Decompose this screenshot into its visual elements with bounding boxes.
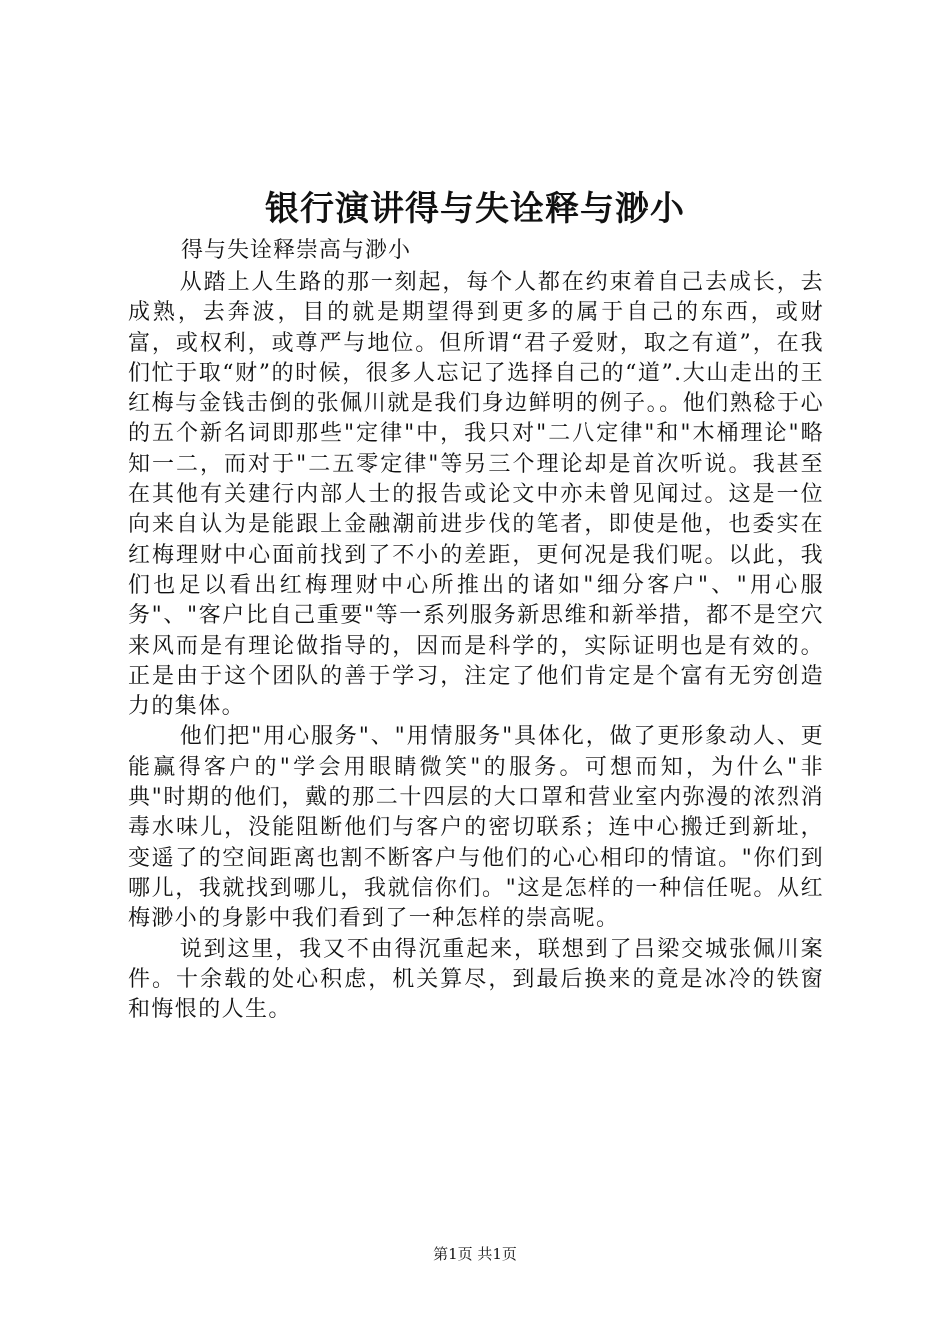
page-number: 第1页 共1页 <box>433 1245 517 1263</box>
body-paragraph-1: 从踏上人生路的那一刻起，每个人都在约束着自己去成长，去成熟，去奔波，目的就是期望得到更多的属于自己的东西，或财富，或权利，或尊严与地位。但所谓“君子爱财，取之有道”，在我们忙于取“财”的时候，很多人忘记了选择自己的“道”.大山走出的王红梅与金钱击倒的张佩川就是我们身边鲜明的例子。。他们熟稔于心的五个新名词即那些"定律"中，我只对"二八定律"和"木桶理论"略知一二，而对于"二五零定律"等另三个理论却是首次听说。我甚至在其他有关建行内部人士的报告或论文中亦未曾见闻过。这是一位向来自认为是能跟上金融潮前进步伐的笔者，即使是他，也委实在红梅理财中心面前找到了不小的差距，更何况是我们呢。以此，我们也足以看出红梅理财中心所推出的诸如"细分客户"、"用心服务"、"客户比自己重要"等一系列服务新思维和新举措，都不是空穴来风而是有理论做指导的，因而是科学的，实际证明也是有效的。正是由于这个团队的善于学习，注定了他们肯定是个富有无穷创造力的集体。 <box>128 270 824 720</box>
body-paragraph-3: 说到这里，我又不由得沉重起来，联想到了吕梁交城张佩川案件。十余载的处心积虑，机关算尽，到最后换来的竟是冰冷的铁窗和悔恨的人生。 <box>128 936 824 1023</box>
page-footer <box>0 1244 950 1264</box>
body-paragraph-2: 他们把"用心服务"、"用情服务"具体化，做了更形象动人、更能赢得客户的"学会用眼睛微笑"的服务。可想而知，为什么"非典"时期的他们，戴的那二十四层的大口罩和营业室内弥漫的浓烈消毒水味儿，没能阻断他们与客户的密切联系；连中心搬迁到新址，变遥了的空间距离也割不断客户与他们的心心相印的情谊。"你们到哪儿，我就找到哪儿，我就信你们。"这是怎样的一种信任呢。从红梅渺小的身影中我们看到了一种怎样的崇高呢。 <box>128 724 824 932</box>
document-title: 银行演讲得与失诠释与渺小 <box>265 189 685 229</box>
document-subtitle: 得与失诠释崇高与渺小 <box>181 238 412 263</box>
document-body <box>128 268 824 1025</box>
